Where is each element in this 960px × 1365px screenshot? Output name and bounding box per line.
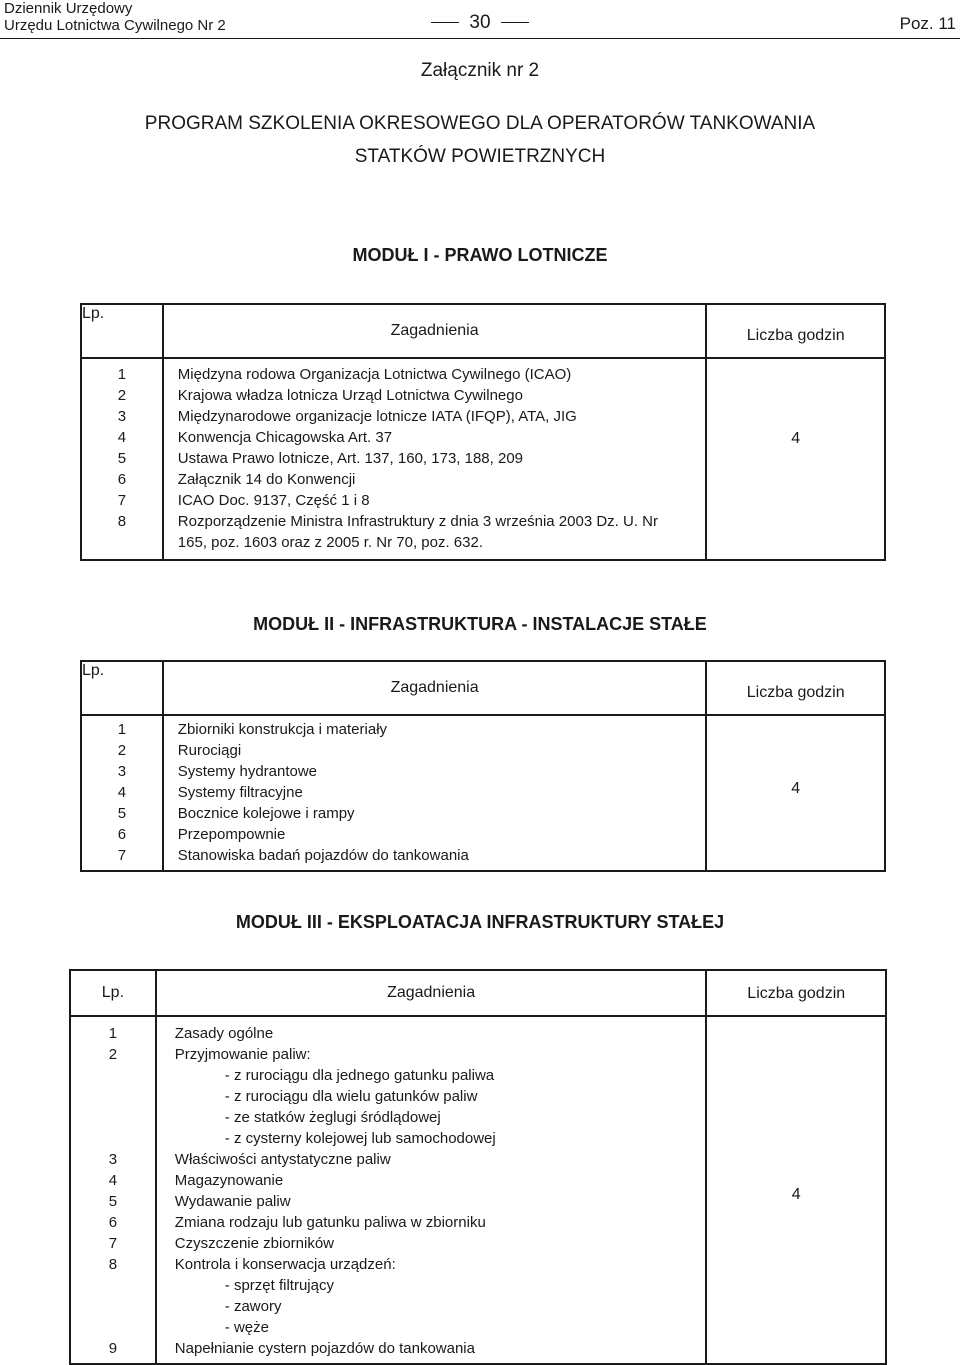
row-number: 7 bbox=[108, 1235, 118, 1252]
program-title-line-1: PROGRAM SZKOLENIA OKRESOWEGO DLA OPERATORÓW TANKOWANIA bbox=[144, 113, 816, 134]
module-2-table bbox=[80, 660, 886, 872]
topic-item: Przepompownie bbox=[177, 826, 286, 843]
column-header-topics: Zagadnienia bbox=[163, 661, 707, 715]
topic-item: Załącznik 14 do Konwencji bbox=[177, 471, 356, 488]
row-number: 5 bbox=[117, 450, 127, 467]
topic-item: ICAO Doc. 9137, Część 1 i 8 bbox=[177, 492, 370, 509]
row-number: 4 bbox=[117, 784, 127, 801]
row-number: 3 bbox=[117, 408, 127, 425]
topic-item: Właściwości antystatyczne paliw bbox=[174, 1151, 391, 1168]
module-3-title: MODUŁ III - EKSPLOATACJA INFRASTRUKTURY STAŁEJ bbox=[235, 912, 725, 932]
topic-item-continuation: 165, poz. 1603 oraz z 2005 r. Nr 70, poz. 632. bbox=[177, 534, 483, 551]
row-number: 1 bbox=[117, 721, 127, 738]
page-number-value: 30 bbox=[469, 12, 491, 33]
row-number: 3 bbox=[117, 763, 127, 780]
row-number bbox=[71, 1086, 155, 1107]
position-label: Poz. 11 bbox=[899, 14, 956, 33]
column-header-hours: Liczba godzin bbox=[706, 661, 885, 715]
column-header-hours: Liczba godzin bbox=[706, 970, 886, 1016]
topic-item: Rurociągi bbox=[177, 742, 242, 759]
topic-item: Krajowa władza lotnicza Urząd Lotnictwa Cywilnego bbox=[177, 387, 523, 404]
row-number bbox=[71, 1275, 155, 1296]
sub-item: - z rurociągu dla wielu gatunków paliw bbox=[224, 1088, 478, 1105]
topic-item: Systemy filtracyjne bbox=[177, 784, 303, 801]
table-header-row bbox=[70, 970, 886, 1016]
module-1-table bbox=[80, 303, 886, 561]
row-number: 5 bbox=[117, 805, 127, 822]
topic-item: Przyjmowanie paliw: bbox=[174, 1046, 311, 1063]
hours-cell: 4 bbox=[706, 715, 885, 871]
topic-item: Konwencja Chicagowska Art. 37 bbox=[177, 429, 393, 446]
sub-item: - ze statków żeglugi śródlądowej bbox=[224, 1109, 441, 1126]
topic-item: Kontrola i konserwacja urządzeń: bbox=[174, 1256, 396, 1273]
topic-item: Wydawanie paliw bbox=[174, 1193, 291, 1210]
page-number bbox=[0, 12, 960, 34]
column-header-topics: Zagadnienia bbox=[156, 970, 707, 1016]
hours-cell: 4 bbox=[706, 1016, 886, 1364]
row-number: 8 bbox=[108, 1256, 118, 1273]
sub-item: - zawory bbox=[224, 1298, 282, 1315]
topic-item: Systemy hydrantowe bbox=[177, 763, 318, 780]
journal-line-2: Urzędu Lotnictwa Cywilnego Nr 2 bbox=[4, 17, 226, 34]
row-number bbox=[71, 1107, 155, 1128]
row-number: 6 bbox=[117, 471, 127, 488]
header-divider bbox=[0, 38, 960, 39]
row-number bbox=[71, 1128, 155, 1149]
column-header-lp: Lp. bbox=[81, 304, 163, 358]
topic-item: Napełnianie cystern pojazdów do tankowania bbox=[174, 1340, 475, 1357]
table-header-row bbox=[81, 304, 885, 358]
column-header-topics: Zagadnienia bbox=[163, 304, 707, 358]
row-number: 4 bbox=[108, 1172, 118, 1189]
annex-title: Załącznik nr 2 bbox=[420, 60, 540, 81]
column-header-hours: Liczba godzin bbox=[706, 304, 885, 358]
row-number bbox=[71, 1296, 155, 1317]
topic-item: Bocznice kolejowe i rampy bbox=[177, 805, 355, 822]
sub-item: - węże bbox=[224, 1319, 269, 1336]
row-number: 8 bbox=[117, 513, 127, 530]
program-title-line-2: STATKÓW POWIETRZNYCH bbox=[354, 146, 606, 167]
row-number: 4 bbox=[117, 429, 127, 446]
topics-column bbox=[163, 358, 707, 560]
column-header-lp: Lp. bbox=[70, 970, 156, 1016]
topic-item: Międzyna rodowa Organizacja Lotnictwa Cywilnego (ICAO) bbox=[177, 366, 572, 383]
row-number bbox=[71, 1317, 155, 1338]
lp-column bbox=[81, 358, 163, 560]
topic-item: Rozporządzenie Ministra Infrastruktury z dnia 3 września 2003 Dz. U. Nr bbox=[177, 513, 658, 530]
row-number: 6 bbox=[108, 1214, 118, 1231]
topic-item: Czyszczenie zbiorników bbox=[174, 1235, 335, 1252]
sub-item: - z cysterny kolejowej lub samochodowej bbox=[224, 1130, 496, 1147]
table-body-row bbox=[81, 358, 885, 560]
journal-line-1: Dziennik Urzędowy bbox=[4, 0, 133, 17]
row-number: 7 bbox=[117, 847, 127, 864]
module-1-title: MODUŁ I - PRAWO LOTNICZE bbox=[352, 245, 608, 265]
row-number-spacer bbox=[82, 532, 162, 553]
row-number: 9 bbox=[108, 1340, 118, 1357]
topic-item: Zasady ogólne bbox=[174, 1025, 274, 1042]
row-number: 1 bbox=[108, 1025, 118, 1042]
module-2-title: MODUŁ II - INFRASTRUKTURA - INSTALACJE STAŁE bbox=[253, 614, 707, 634]
column-header-lp: Lp. bbox=[81, 661, 163, 715]
hours-cell: 4 bbox=[706, 358, 885, 560]
row-number: 6 bbox=[117, 826, 127, 843]
table-header-row bbox=[81, 661, 885, 715]
row-number: 2 bbox=[117, 387, 127, 404]
sub-item: - z rurociągu dla jednego gatunku paliwa bbox=[224, 1067, 495, 1084]
row-number: 2 bbox=[117, 742, 127, 759]
row-number: 2 bbox=[108, 1046, 118, 1063]
page-header bbox=[0, 0, 960, 40]
table-body-row bbox=[70, 1016, 886, 1364]
topic-item: Ustawa Prawo lotnicze, Art. 137, 160, 173, 188, 209 bbox=[177, 450, 524, 467]
sub-item: - sprzęt filtrujący bbox=[224, 1277, 334, 1294]
topics-column bbox=[156, 1016, 707, 1364]
lp-column bbox=[70, 1016, 156, 1364]
row-number: 7 bbox=[117, 492, 127, 509]
topic-item: Zmiana rodzaju lub gatunku paliwa w zbiorniku bbox=[174, 1214, 486, 1231]
topic-item: Magazynowanie bbox=[174, 1172, 284, 1189]
topic-item: Stanowiska badań pojazdów do tankowania bbox=[177, 847, 469, 864]
row-number: 3 bbox=[108, 1151, 118, 1168]
row-number: 1 bbox=[117, 366, 127, 383]
module-3-table bbox=[69, 969, 887, 1365]
row-number bbox=[71, 1065, 155, 1086]
topic-item: Międzynarodowe organizacje lotnicze IATA (IFQP), ATA, JIG bbox=[177, 408, 577, 425]
table-body-row bbox=[81, 715, 885, 871]
row-number: 5 bbox=[108, 1193, 118, 1210]
topic-item: Zbiorniki konstrukcja i materiały bbox=[177, 721, 388, 738]
topics-column bbox=[163, 715, 707, 871]
lp-column bbox=[81, 715, 163, 871]
